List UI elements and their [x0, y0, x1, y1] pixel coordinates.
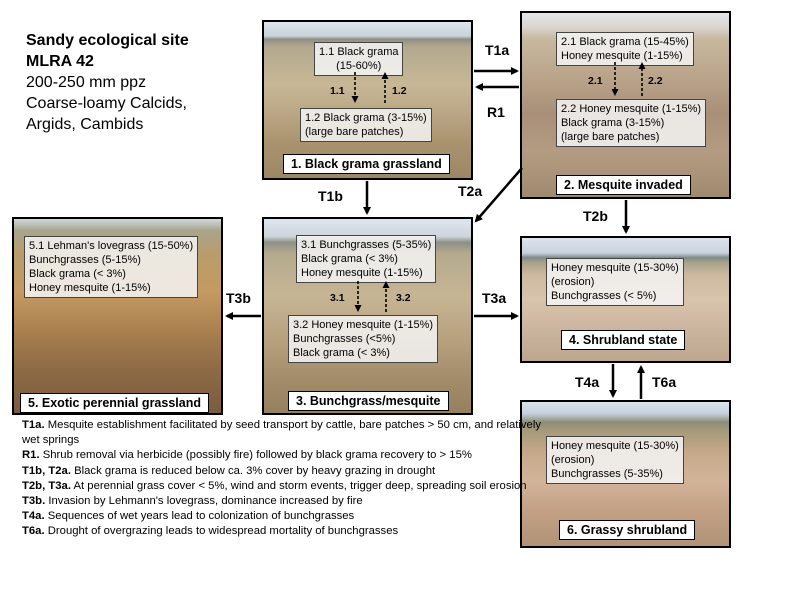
phase-line: Honey mesquite (1-15%) [301, 267, 423, 279]
legend-item [22, 418, 542, 448]
transition-legend [22, 418, 542, 540]
state-2-up-label: 2.2 [648, 75, 663, 87]
phase-line: Bunchgrasses (5-35%) [551, 468, 663, 480]
label-t3b: T3b [226, 290, 251, 306]
phase-line: Black grama (< 3%) [293, 347, 390, 359]
legend-key: T3b. [22, 495, 46, 508]
mlra-label: MLRA 42 [26, 53, 94, 70]
state-4-caption: 4. Shrubland state [561, 330, 685, 350]
soil-label-1: Coarse-loamy Calcids, [26, 95, 187, 112]
legend-key: T1a. [22, 419, 45, 431]
phase-line: (erosion) [551, 454, 595, 466]
state-3-caption: 3. Bunchgrass/mesquite [288, 391, 449, 411]
legend-key: T6a. [22, 525, 45, 538]
legend-text: Black grama is reduced below ca. 3% cover by heavy grazing in drought [70, 464, 436, 477]
phase-line: Black grama (3-15%) [561, 117, 665, 129]
phase-line: 5.1 Lehman's lovegrass (15-50%) [29, 240, 194, 252]
site-name: Sandy ecological site [26, 32, 189, 49]
legend-item [22, 448, 542, 463]
phase-line: (15-60%) [336, 60, 382, 72]
label-t4a: T4a [575, 374, 600, 390]
phase-line: 1.2 Black grama (3-15%) [305, 112, 427, 124]
legend-item [22, 464, 542, 479]
state-1-down-label: 1.1 [330, 85, 345, 97]
phase-line: Bunchgrasses (< 5%) [551, 290, 657, 302]
phase-line: Bunchgrasses (<5%) [293, 333, 396, 345]
legend-text: Mesquite establishment facilitated by seed transport by cattle, bare patches > 50 cm, and relatively wet springs [22, 419, 541, 447]
label-r1: R1 [487, 104, 505, 120]
state-2-down-label: 2.1 [588, 75, 603, 87]
state-2-caption: 2. Mesquite invaded [556, 175, 691, 195]
phase-line: Honey mesquite (1-15%) [561, 50, 683, 62]
label-t1a: T1a [485, 42, 510, 58]
phase-line: (erosion) [551, 276, 595, 288]
phase-line: Honey mesquite (15-30%) [551, 440, 679, 452]
state-1-up-label: 1.2 [392, 85, 407, 97]
phase-line: 3.1 Bunchgrasses (5-35%) [301, 239, 432, 251]
legend-text: Invasion by Lehmann's lovegrass, dominance increased by fire [45, 495, 363, 508]
label-t2b: T2b [583, 208, 608, 224]
label-t1b: T1b [318, 188, 343, 204]
phase-line: 2.2 Honey mesquite (1-15%) [561, 103, 702, 115]
legend-key: R1. [22, 449, 40, 462]
legend-text: Drought of overgrazing leads to widespread mortality of bunchgrasses [44, 525, 399, 538]
precipitation-label: 200-250 mm ppz [26, 74, 147, 91]
label-t6a: T6a [652, 374, 677, 390]
phase-line: (large bare patches) [305, 126, 404, 138]
state-3-up-label: 3.2 [396, 292, 411, 304]
legend-key: T4a. [22, 510, 45, 523]
legend-text: Shrub removal via herbicide (possibly fire) followed by black grama recovery to > 15% [39, 449, 472, 462]
legend-item [22, 524, 542, 539]
state-5-caption: 5. Exotic perennial grassland [20, 393, 209, 413]
state-3-down-label: 3.1 [330, 292, 345, 304]
phase-line: Honey mesquite (1-15%) [29, 282, 151, 294]
state-1-caption: 1. Black grama grassland [283, 154, 450, 174]
soil-label-2: Argids, Cambids [26, 116, 144, 133]
legend-item [22, 509, 542, 524]
phase-line: Black grama (< 3%) [29, 268, 126, 280]
phase-line: Bunchgrasses (5-15%) [29, 254, 141, 266]
legend-key: T2b, T3a. [22, 479, 71, 492]
legend-item [22, 479, 542, 494]
state-6-caption: 6. Grassy shrubland [559, 520, 695, 540]
label-t2a: T2a [458, 183, 483, 199]
phase-line: 2.1 Black grama (15-45%) [561, 36, 689, 48]
phase-line: 3.2 Honey mesquite (1-15%) [293, 319, 434, 331]
phase-line: Honey mesquite (15-30%) [551, 262, 679, 274]
arrow-t2a [476, 168, 522, 221]
legend-text: Sequences of wet years lead to colonization of bunchgrasses [44, 510, 355, 523]
label-t3a: T3a [482, 290, 507, 306]
phase-line: Black grama (< 3%) [301, 253, 398, 265]
legend-key: T1b, T2a. [22, 464, 71, 477]
legend-item [22, 494, 542, 509]
phase-line: 1.1 Black grama [319, 46, 399, 58]
legend-text: At perennial grass cover < 5%, wind and storm events, trigger deep, spreading soil erosion [70, 479, 527, 492]
phase-line: (large bare patches) [561, 131, 660, 143]
